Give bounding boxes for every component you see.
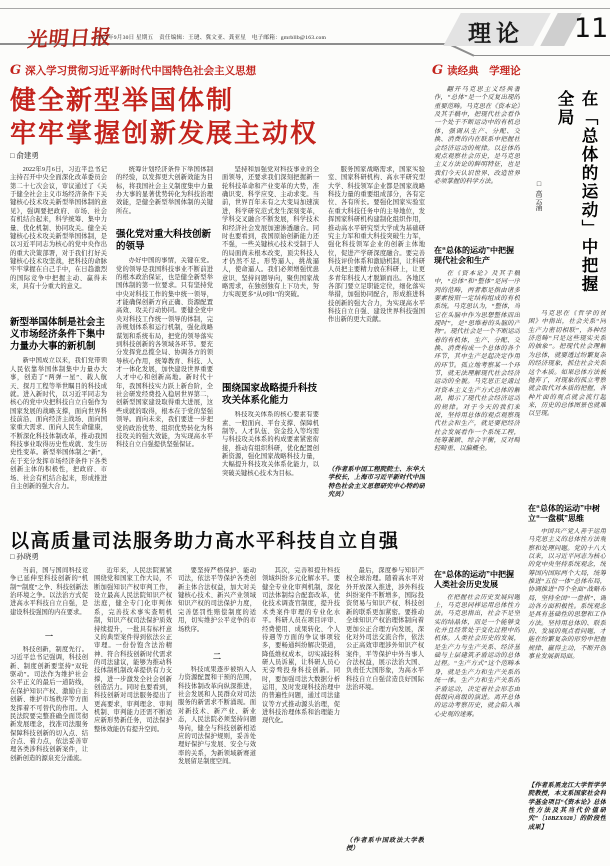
- article-text: 在把握社会历史发展问题上，马克思同样运用总体性方法。马克思指出，社会不是坚实的结晶体，而是一个能够变化并且经常处于变化过程中的机体。人类社会历史的发展，是生产力与生产关系、经济基础与上层建筑矛盾运动的总体过程。“生产方式”这个范畴本身，就是生产力和生产关系的统一体。生产力和生产关系的矛盾运动，决定着社会形态由低级向高级的演进。离开总体的运动考察历史，就会陷入唯心史观的迷雾。: [434, 593, 520, 718]
- main-column-3: [222, 166, 319, 525]
- section-marker-2: 二: [213, 652, 221, 661]
- article-text: 其次，完善和提升科技领域纠纷多元化解水平。要健全专业化审判机制，深化司法体制综合配套改革，优化技术调查官制度，提升技术类案件审理的专业化水平。科研人员在项目评审、经费使用、成果转化、个人待遇等方面的争议事项较多，要畅通纠纷解决渠道，降低维权成本，切实减轻科研人员诉累，让科研人员心无旁骛投身科技创新。同时，要加强司法大数据分析运用，及时发现科技治理中的普遍性问题，通过司法建议等方式推动源头治理，促进科技治理体系和治理能力现代化。: [262, 567, 340, 725]
- article-text: 坚持和加强党对科技事业的全面领导，还要求我们深刻把握新一轮科技革命和产业变革的大势，准确识变、科学应变、主动求变。当前，世界百年未有之大变局加速演进，科学研究范式发生深刻变革，学科交叉融合不断发展，科学技术和经济社会发展加速渗透融合。同时也要看到，我国原始创新能力还不强，一些关键核心技术受制于人的局面尚未根本改变，顶尖科技人才仍然不足。形势逼人，挑战逼人，使命逼人。我们必须增强忧患意识，坚持问题导向，聚焦国家战略需求，在独创独有上下功夫，努力实现更多“从0到1”的突破。: [222, 166, 319, 299]
- article-text: 统筹计划经济条件下举国体制的经验，以发挥更大创新效能为目标，将我国社会主义制度集中力量办大事的显著优势转化为科技治理效能，是健全新型举国体制的关键所在。: [116, 166, 213, 215]
- main-headline-line1: 健全新型举国体制: [10, 85, 235, 115]
- section-marker-1: 一: [45, 632, 53, 641]
- sidebar-subhead-2: 在“总体的运动”中把握人类社会历史发展: [434, 569, 514, 590]
- kicker-label: 深入学习贯彻习近平新时代中国特色社会主义思想: [25, 65, 257, 77]
- bottom-column-5: [346, 567, 424, 860]
- main-headline-line2: 牢牢掌握创新发展主动权: [10, 118, 319, 148]
- sidebar-subhead-1: 在“总体的运动”中把握现代社会和生产: [434, 246, 514, 266]
- bottom-column-3: [178, 567, 256, 860]
- article-text: 科技攻关体系的核心要素有要素、一般面向、平台支撑、保障机制等。人才队伍、资金投入等均需与科技攻关体系的构成要素紧密衔接，推动有组织科研，优化配置创新资源，强化国家战略科技力量，大幅提升科技攻关体系化能力，以突破关键核心技术为目标。: [222, 411, 319, 477]
- article-text: 新中国成立以来，我们党带领人民依靠举国体制集中力量办大事，创造了“两弹一星”、载人航天、探月工程等举世瞩目的科技成就。进入新时代，以习近平同志为核心的党中央把科技自立自强作为国家发展的战略支撑，面向世界科技前沿、面向经济主战场、面向国家重大需求、面向人民生命健康，不断深化科技体制改革，推动我国科技事业取得历史性成就、发生历史性变革。新型举国体制之“新”，在于充分发挥市场经济条件下各类创新主体的积极性，把政府、市场、社会有机结合起来，形成推进自主创新的强大合力。: [10, 357, 107, 490]
- article-text: 在《资本论》及其手稿中，“总体”和“整体”是同一序列的范畴，两者都是指由诸多要素按照一定结构组成的有机系统。马克思认为，“整体，当它在头脑中作为思想整体而出现时”，是“思维着的头脑的产物”。现代社会是一个不断运动着的有机体，生产、分配、交换、消费构成一个总体的各个环节，其中生产是起决定作用的环节。孤立地考察某一个环节，就无法理解现代社会经济运动的全貌。马克思正是通过对资本主义生产方式总体的解剖，揭示了现代社会经济运动的规律。对于今天的我们来说，坚持用总体的观点观察现代社会和生产，就是要把经济社会发展看作一个系统工程，统筹兼顾、综合平衡，反对畸轻畸重、以偏概全。: [434, 269, 520, 453]
- bottom-column-1: [10, 567, 88, 860]
- article-text: 马克思在《哲学的贫困》中指出，社会关系“同生产力密切相联”，各种经济范畴“只是这些现实关系的抽象”。把现代社会理解为总体，就要透过纷繁复杂的经济现象，抓住社会关系这个本质。如果总体方法被抛弃了，对现象的孤立考察就会取代对本质的把握，各种片面的观点就会流行起来，历史的总体图景也就难以呈现。: [528, 310, 606, 418]
- article-text: 当前，国与国间科技竞争已延伸至科技创新的“机制”“制度”之争、科技创新法治环境之争。以法治方式促进高水平科技自立自强，是建设科技强国的内在要求。: [10, 567, 88, 616]
- main-author: □ 俞建勇: [10, 151, 39, 160]
- article-text: 中国共产党人善于运用马克思主义的总体性方法观察和处理问题。党的十八大以来，以习近平同志为核心的党中央坚持系统观念，统筹国内国际两个大局，统筹推进“五位一体”总体布局，协调推进“四个全面”战略布局，坚持全国“一盘棋”、调动各方面积极性。系统观念是具有基础性的思想和工作方法。坚持用总体的、联系的、发展的观点看问题，才能在纷繁复杂的形势中把握规律、赢得主动，不断开创事业发展新局面。: [528, 527, 606, 661]
- main-attribution: （作者系中国工程院院士、东华大学校长，上海市习近平新时代中国特色社会主义思想研究中心特约研究员）: [328, 466, 425, 499]
- top-rule: [0, 8, 610, 9]
- article-text: 要坚持严格保护、能动司法，依法平等保护各类创新主体合法权益，加大对关键核心技术、新兴产业领域知识产权的司法保护力度，完善惩罚性赔偿制度的适用，切实维护公平竞争的市场秩序。: [178, 567, 256, 633]
- sidebar-column-left: [434, 86, 520, 862]
- article-text: 近年来，人民法院紧紧围绕党和国家工作大局，不断加强知识产权审判工作，设立最高人民法院知识产权法庭，健全专门化审判体系，完善技术事实查明机制，知识产权司法保护质效持续提升，一批具有标杆意义的典型案件得到依法公正审理。一份份饱含法治精神、符合科技创新时代需求的司法建议，能够为推动科技体制机制改革提供有力支撑，进一步激发全社会创新创造活力。同时也要看到，科技创新对司法服务提出了更高要求，审判理念、审判机制、审判能力还需不断适应新形势新任务，司法保护整体效能仍有提升空间。: [94, 567, 172, 733]
- sidebar-kicker: [432, 63, 521, 78]
- newspaper-logo: 光明日报: [26, 24, 114, 52]
- bottom-author: □ 孙晓勇: [10, 552, 39, 561]
- article-text: 服务国家战略需求，国家实验室、国家科研机构、高水平研究型大学、科技领军企业都是国家战略科技力量的重要组成部分，各有定位、各有所长。要强化国家实验室在重大科技任务中的主导地位，发挥国家科研机构建制化组织作用，推动高水平研究型大学成为基础研究主力军和重大科技突破生力军，强化科技领军企业的创新主体地位，促进产学研深度融合。要完善科技评价体系和激励机制，让科研人员把主要精力放在科研上，让更多青年科技人才脱颖而出。各地区各部门要立足职能定位，细化落实举措，加强协同配合，形成推进科技创新的强大合力，为实现高水平科技自立自强、建设世界科技强国作出新的更大贡献。: [328, 166, 425, 324]
- page-number: 11: [574, 13, 609, 44]
- section-label: 理论: [468, 20, 524, 46]
- article-text: 办好中国的事情，关键在党。党的领导是我国科技事业不断前进的根本政治保证，也是健全新型举国体制的第一位要求。只有坚持党中央对科技工作的集中统一领导，才能确保创新方向正确、资源配置高效、攻关行动协同。要健全党中央对科技工作统一领导的体制，完善规划体系和运行机制，强化战略谋划和系统布局，把党的领导落实到科技创新的各领域各环节。要充分发挥党总揽全局、协调各方的领导核心作用，统筹教育、科技、人才一体化发展，加快建设世界重要人才中心和创新高地。新时代十年，我国科技实力跃上新台阶，全社会研发经费投入稳居世界第二，创新型国家建设取得重大进展，这些成就的取得，根本在于党的坚强领导。面向未来，我们要进一步把党的政治优势、组织优势转化为科技攻关的强大效能，为实现高水平科技自立自强提供坚强保证。: [116, 257, 213, 449]
- sidebar-kicker-label: 读经典 学理论: [447, 65, 521, 77]
- bottom-column-2: [94, 567, 172, 860]
- sidebar-column-right: [528, 310, 606, 862]
- article-text: 科技创新，制度先行。习近平总书记强调，科技创新、制度创新要坚持“双轮驱动”。司法作为维护社会公平正义的最后一道防线，在保护知识产权、激励自主创新、维护市场秩序等方面发挥着不可替代的作用。人民法院要完整准确全面贯彻新发展理念，找准司法服务保障科技创新的切入点、结合点、着力点，依法妥善审理各类涉科技创新案件，让创新创造的源泉充分涌流。: [10, 646, 88, 762]
- sidebar-attribution: 【作者系黑龙江大学哲学学院教授，本文系国家社会科学基金项目“《资本论》总体性方法及其当代价值研究”〔18BZX028〕的阶段性成果】: [528, 781, 606, 831]
- tab-bottom-rule: [472, 55, 610, 56]
- guangming-g-icon: G: [432, 63, 444, 78]
- article-text: 最后，深度参与知识产权全球治理。随着高水平对外开放深入推进，涉外科技纠纷案件不断增多，国际投资贸易与知识产权、科技创新的联系更加紧密。要推动全球知识产权治理体制向着更加公正合理方向发展，深化对外司法交流合作，依法公正高效审理涉外知识产权案件，平等保护中外当事人合法权益，展示法治大国、负责任大国形象，为高水平科技自立自强营造良好国际法治环境。: [346, 567, 424, 692]
- bottom-attribution: （作者系中国政法大学教授）: [346, 837, 424, 853]
- article-text: 翻开马克思主义经典著作，“总体”是一个反复出现的重要范畴。马克思在《资本论》及其手稿中，把现代社会看作一个处于不断运动中的有机总体，强调从生产、分配、交换、消费的内在联系中把握社会经济运动的规律。以总体的观点观察社会历史，是马克思主义方法论的鲜明特征，也是我们今天认识世界、改造世界必须掌握的科学方法。: [434, 86, 520, 185]
- article-text: 2022年9月6日，习近平总书记主持召开中央全面深化改革委员会第二十七次会议，审议通过了《关于健全社会主义市场经济条件下关键核心技术攻关新型举国体制的意见》，强调要把政府、市场、社会有机结合起来，科学统筹、集中力量、优化机制、协同攻关。健全关键核心技术攻关新型举国体制，是以习近平同志为核心的党中央作出的重大决策部署，对于我们打好关键核心技术攻坚战，把科技的命脉牢牢掌握在自己手中，在日趋激烈的国际竞争中把握主动、赢得未来，具有十分重大的意义。: [10, 166, 107, 291]
- dateline: 2022年9月30日 星期五 责任编辑：王琎、冀文亚、龚亚星 电子邮箱：gmrbllb@163.com: [96, 35, 327, 41]
- guangming-g-icon: G: [10, 63, 22, 78]
- sidebar-title-block: [526, 90, 606, 305]
- main-column-4: [328, 166, 425, 525]
- bottom-headline: 以高质量司法服务助力高水平科技自立自强: [10, 531, 400, 552]
- main-column-2: [116, 166, 213, 525]
- sidebar-subhead-3: 在“总体的运动”中树立“一盘棋”思维: [528, 504, 600, 524]
- bottom-column-4: [262, 567, 340, 860]
- main-subhead-1: 新型举国体制是社会主义市场经济条件下集中力量办大事的新机制: [10, 317, 106, 353]
- sidebar-vertical-headline: 在「总体的运动」中把握全局: [555, 90, 597, 294]
- kicker: [10, 63, 256, 78]
- main-subhead-2: 强化党对重大科技创新的领导: [116, 229, 212, 253]
- article-text: 科技成果逐步被纳入人力资源配置和干预的范围，科技体制改革向纵深推进，社会发展和人民群众对司法服务的新需求不断涌现。面对新技术、新产业、新业态，人民法院必须坚持问题导向，健全与科技创新相适应的司法保护规则，妥善处理好保护与发展、安全与效率的关系，为新领域新赛道发展留足制度空间。: [178, 666, 256, 765]
- sidebar-author: □ 高云涌: [535, 180, 543, 211]
- main-column-1: [10, 166, 107, 525]
- main-subhead-3: 围绕国家战略提升科技攻关体系化能力: [222, 383, 318, 407]
